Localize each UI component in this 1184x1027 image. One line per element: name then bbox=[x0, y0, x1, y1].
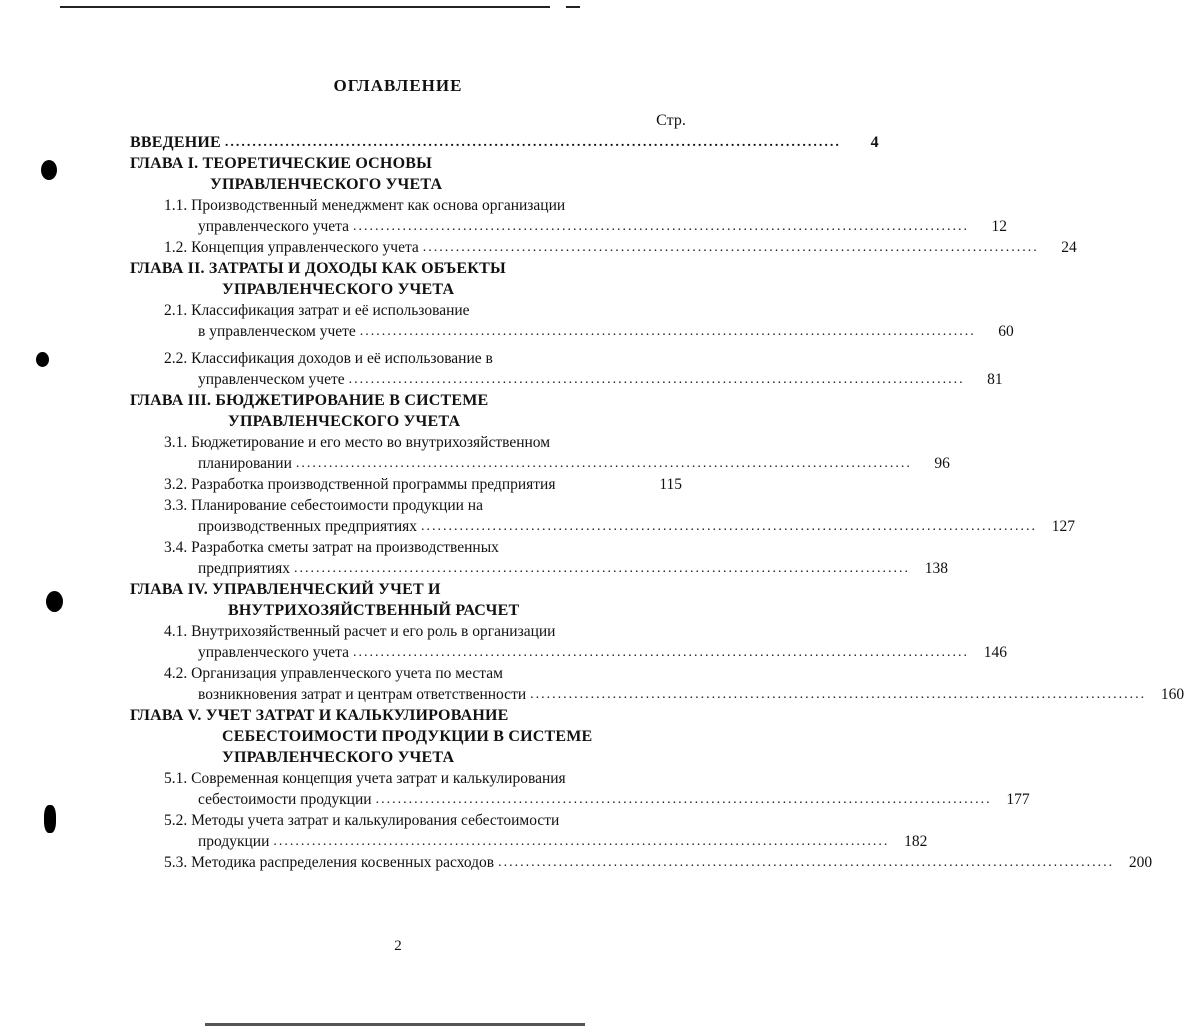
section-entry[interactable] bbox=[130, 537, 690, 558]
hole-punch-mark bbox=[36, 352, 49, 367]
section-entry-cont[interactable] bbox=[130, 516, 1076, 537]
leader-dots: ................................................................................................................ bbox=[224, 135, 841, 150]
page-ref: 182 bbox=[904, 833, 928, 850]
page-ref: 4 bbox=[870, 134, 879, 151]
chapter-heading[interactable] bbox=[130, 153, 690, 174]
section-entry[interactable] bbox=[130, 663, 690, 684]
section-title-line: управленческого учета bbox=[198, 218, 349, 235]
section-entry[interactable] bbox=[130, 852, 1153, 873]
chapter-heading-cont bbox=[130, 747, 690, 768]
section-title-line: продукции bbox=[198, 833, 270, 850]
chapter-title-line: УПРАВЛЕНЧЕСКОГО УЧЕТА bbox=[222, 749, 455, 766]
page-column-header: Стр. bbox=[656, 112, 686, 129]
section-entry-cont[interactable] bbox=[130, 216, 1007, 237]
section-title-line: управленческого учета bbox=[198, 644, 349, 661]
leader-dots: ................................................................................................................ bbox=[273, 834, 890, 849]
leader-dots: ................................................................................................................ bbox=[294, 561, 911, 576]
section-entry[interactable] bbox=[130, 195, 690, 216]
chapter-heading-cont bbox=[130, 411, 690, 432]
chapter-heading[interactable] bbox=[130, 390, 690, 411]
section-title-line: 5.2. Методы учета затрат и калькулирования себестоимости bbox=[164, 812, 560, 829]
section-title-line: 3.3. Планирование себестоимости продукции на bbox=[164, 497, 483, 514]
section-title-line: 3.2. Разработка производственной программы предприятия bbox=[164, 476, 556, 493]
page-ref: 177 bbox=[1006, 791, 1030, 808]
section-title-line: себестоимости продукции bbox=[198, 791, 372, 808]
page-ref: 115 bbox=[659, 476, 682, 493]
leader-dots: ................................................................................................................ bbox=[530, 687, 1147, 702]
section-entry[interactable] bbox=[130, 495, 690, 516]
chapter-title-line: ГЛАВА IV. УПРАВЛЕНЧЕСКИЙ УЧЕТ И bbox=[130, 581, 441, 598]
scan-top-line-short bbox=[566, 6, 580, 8]
leader-dots: ................................................................................................................ bbox=[348, 372, 965, 387]
section-title-line: 4.2. Организация управленческого учета по местам bbox=[164, 665, 503, 682]
section-entry-cont[interactable] bbox=[130, 453, 950, 474]
chapter-title-line: СЕБЕСТОИМОСТИ ПРОДУКЦИИ В СИСТЕМЕ bbox=[222, 728, 593, 745]
section-title-line: возникновения затрат и центрам ответственности bbox=[198, 686, 527, 703]
page-ref: 24 bbox=[1061, 239, 1077, 256]
section-title-line: 1.2. Концепция управленческого учета bbox=[164, 239, 419, 256]
chapter-title-line: ВНУТРИХОЗЯЙСТВЕННЫЙ РАСЧЕТ bbox=[228, 602, 520, 619]
section-title-line: 3.4. Разработка сметы затрат на производственных bbox=[164, 539, 499, 556]
section-entry-cont[interactable] bbox=[130, 684, 1184, 705]
section-entry-cont[interactable] bbox=[130, 321, 1014, 342]
hole-punch-mark bbox=[46, 591, 63, 612]
section-title-line: в управленческом учете bbox=[198, 323, 356, 340]
scan-bottom-line bbox=[205, 1023, 585, 1026]
toc-entry-intro[interactable] bbox=[130, 132, 879, 153]
leader-dots: ................................................................................................................ bbox=[422, 240, 1039, 255]
chapter-heading-cont bbox=[130, 174, 690, 195]
section-title-line: 5.1. Современная концепция учета затрат и калькулирования bbox=[164, 770, 566, 787]
page-ref: 138 bbox=[924, 560, 949, 577]
section-title-line: 5.3. Методика распределения косвенных расходов bbox=[164, 854, 495, 871]
section-title-line: 2.2. Классификация доходов и её использование в bbox=[164, 350, 493, 367]
chapter-heading[interactable] bbox=[130, 705, 690, 726]
leader-dots: ................................................................................................................ bbox=[353, 645, 969, 660]
section-entry[interactable] bbox=[130, 300, 690, 321]
section-entry[interactable] bbox=[130, 768, 690, 789]
chapter-heading-cont bbox=[130, 279, 690, 300]
chapter-title-line: ГЛАВА I. ТЕОРЕТИЧЕСКИЕ ОСНОВЫ bbox=[130, 155, 432, 172]
leader-dots: ................................................................................................................ bbox=[498, 855, 1115, 870]
chapter-heading[interactable] bbox=[130, 579, 690, 600]
hole-punch-mark bbox=[41, 160, 57, 180]
section-title-line: производственных предприятиях bbox=[198, 518, 418, 535]
section-entry-cont[interactable] bbox=[130, 642, 1007, 663]
scan-top-line bbox=[60, 6, 550, 8]
chapter-heading-cont bbox=[130, 726, 690, 747]
section-title-line: предприятиях bbox=[198, 560, 291, 577]
section-entry-cont[interactable] bbox=[130, 558, 949, 579]
page-ref: 81 bbox=[987, 371, 1003, 388]
chapter-title-line: ГЛАВА III. БЮДЖЕТИРОВАНИЕ В СИСТЕМЕ bbox=[130, 392, 489, 409]
hole-punch-mark bbox=[44, 805, 56, 833]
intro-label: ВВЕДЕНИЕ bbox=[130, 134, 221, 151]
table-of-contents bbox=[130, 132, 1184, 873]
section-title-line: планировании bbox=[198, 455, 292, 472]
page-ref: 12 bbox=[991, 218, 1007, 235]
section-title-line: управленческом учете bbox=[198, 371, 345, 388]
section-entry-cont[interactable] bbox=[130, 831, 928, 852]
section-entry[interactable] bbox=[130, 237, 1077, 258]
page-ref: 96 bbox=[934, 455, 950, 472]
page-ref: 200 bbox=[1128, 854, 1153, 871]
leader-dots: ................................................................................................................ bbox=[421, 519, 1038, 534]
chapter-title-line: УПРАВЛЕНЧЕСКОГО УЧЕТА bbox=[228, 413, 461, 430]
section-entry[interactable] bbox=[130, 810, 690, 831]
page-ref: 160 bbox=[1160, 686, 1184, 703]
section-entry[interactable] bbox=[130, 621, 690, 642]
leader-dots: ................................................................................................................ bbox=[375, 792, 992, 807]
chapter-title-line: УПРАВЛЕНЧЕСКОГО УЧЕТА bbox=[222, 281, 455, 298]
section-entry[interactable] bbox=[130, 432, 690, 453]
chapter-heading[interactable] bbox=[130, 258, 690, 279]
chapter-heading-cont bbox=[130, 600, 690, 621]
leader-dots: ................................................................................................................ bbox=[353, 219, 969, 234]
page-ref: 127 bbox=[1051, 518, 1076, 535]
section-entry-cont[interactable] bbox=[130, 789, 1030, 810]
leader-dots: ................................................................................................................ bbox=[359, 324, 976, 339]
leader-dots: ................................................................................................................ bbox=[295, 456, 912, 471]
chapter-title-line: ГЛАВА II. ЗАТРАТЫ И ДОХОДЫ КАК ОБЪЕКТЫ bbox=[130, 260, 506, 277]
page-number: 2 bbox=[394, 938, 402, 954]
page-ref: 146 bbox=[983, 644, 1007, 661]
page-ref: 60 bbox=[998, 323, 1014, 340]
section-entry-cont[interactable] bbox=[130, 369, 1003, 390]
section-entry[interactable] bbox=[130, 474, 690, 495]
section-title-line: 4.1. Внутрихозяйственный расчет и его роль в организации bbox=[164, 623, 556, 640]
section-title-line: 2.1. Классификация затрат и её использование bbox=[164, 302, 470, 319]
section-title-line: 3.1. Бюджетирование и его место во внутрихозяйственном bbox=[164, 434, 551, 451]
page-title: ОГЛАВЛЕНИЕ bbox=[333, 76, 463, 95]
chapter-title-line: УПРАВЛЕНЧЕСКОГО УЧЕТА bbox=[210, 176, 443, 193]
chapter-title-line: ГЛАВА V. УЧЕТ ЗАТРАТ И КАЛЬКУЛИРОВАНИЕ bbox=[130, 707, 509, 724]
section-entry[interactable] bbox=[130, 348, 690, 369]
section-title-line: 1.1. Производственный менеджмент как основа организации bbox=[164, 197, 566, 214]
